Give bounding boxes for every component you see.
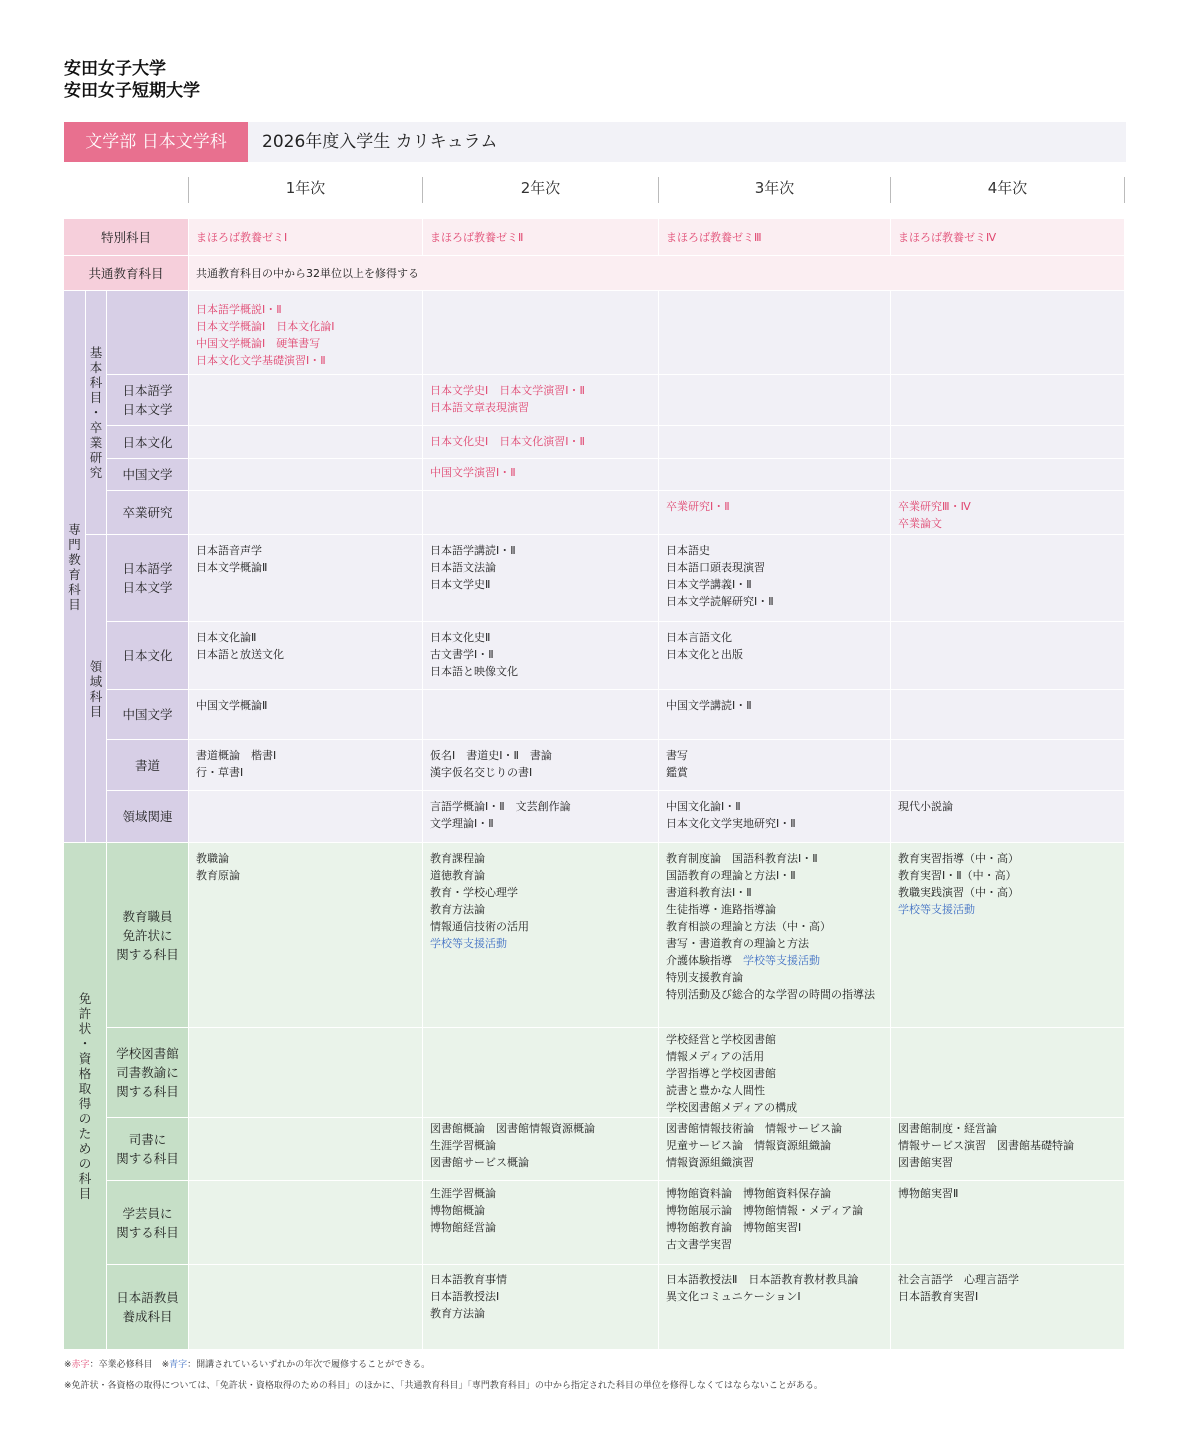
basic-row1-y1 [189, 375, 422, 425]
basic-row3-y2: 中国文学演習Ⅰ・Ⅱ [423, 459, 658, 490]
librarian-y1 [189, 1118, 422, 1180]
title-bar [64, 122, 1126, 162]
area-row2-y3: 日本言語文化 日本文化と出版 [659, 622, 890, 689]
area-row3-y2 [423, 690, 658, 739]
common-education-text: 共通教育科目の中から32単位以上を修得する [189, 256, 1124, 290]
teacher-license-y4-list: 教育実習指導（中・高） 教育実習Ⅰ・Ⅱ（中・高） 教職実践演習（中・高） [898, 852, 1019, 899]
license-group-label [64, 843, 106, 1349]
basic-row0-y4 [891, 291, 1124, 374]
area-row3-label: 中国文学 [107, 690, 188, 739]
librarian-y4: 図書館制度・経営論 情報サービス演習 図書館基礎特論 図書館実習 [891, 1118, 1124, 1180]
area-row1-y2: 日本語学講読Ⅰ・Ⅱ 日本語文法論 日本文学史Ⅱ [423, 535, 658, 621]
area-row4-y3: 書写 鑑賞 [659, 740, 890, 790]
special-y2: まほろば教養ゼミⅡ [423, 219, 658, 255]
curator-y2: 生涯学習概論 博物館概論 博物館経営論 [423, 1181, 658, 1264]
school-library-label: 学校図書館 司書教諭に 関する科目 [107, 1028, 188, 1117]
school-library-y3: 学校経営と学校図書館 情報メディアの活用 学習指導と学校図書館 読書と豊かな人間性 学校図書館メディアの構成 [659, 1028, 890, 1117]
teacher-license-y4-elective: 学校等支援活動 [898, 903, 975, 916]
area-row2-y2: 日本文化史Ⅱ 古文書学Ⅰ・Ⅱ 日本語と映像文化 [423, 622, 658, 689]
year-header-4: 4年次 [987, 179, 1028, 197]
special-subjects-label: 特別科目 [64, 219, 188, 255]
curator-y1 [189, 1181, 422, 1264]
university-name-1: 安田女子大学 [64, 59, 166, 79]
year-header-2: 2年次 [520, 179, 561, 197]
footnote-1 [64, 1357, 430, 1370]
teacher-license-y3 [659, 843, 890, 1027]
basic-row4-y2 [423, 491, 658, 534]
area-group-text: 領 域 科 目 [89, 658, 103, 719]
basic-row1-label: 日本語学 日本文学 [107, 375, 188, 425]
page-title: 2026年度入学生 カリキュラム [262, 132, 498, 152]
footnote-1-mark: ※ [64, 1360, 72, 1370]
special-y4: まほろば教養ゼミⅣ [891, 219, 1124, 255]
specialized-group-text: 専 門 教 育 科 目 [68, 521, 81, 612]
basic-row0-y2 [423, 291, 658, 374]
librarian-y3: 図書館情報技術論 情報サービス論 児童サービス論 情報資源組織論 情報資源組織演習 [659, 1118, 890, 1180]
area-row4-y2: 仮名Ⅰ 書道史Ⅰ・Ⅱ 書論 漢字仮名交じりの書Ⅰ [423, 740, 658, 790]
curator-y3: 博物館資料論 博物館資料保存論 博物館展示論 博物館情報・メディア論 博物館教育論 博物館実習Ⅰ 古文書学実習 [659, 1181, 890, 1264]
basic-row3-y1 [189, 459, 422, 490]
area-row5-y1 [189, 791, 422, 842]
footnote-1-red: 赤字 [71, 1360, 90, 1370]
year-header-3: 3年次 [754, 179, 795, 197]
teacher-license-y2-elective: 学校等支援活動 [430, 937, 507, 950]
teacher-license-y1: 教職論 教育原論 [189, 843, 422, 1027]
footnote-2: ※免許状・各資格の取得については、「免許状・資格取得のための科目」のほかに、「共通教育科目」「専門教育科目」の中から指定された科目の単位を修得しなくてはならないことがある。 [64, 1381, 823, 1391]
basic-row2-y3 [659, 426, 890, 458]
basic-row0-label [107, 291, 188, 374]
special-y1: まほろば教養ゼミⅠ [189, 219, 422, 255]
basic-row0-y1: 日本語学概説Ⅰ・Ⅱ 日本文学概論Ⅰ 日本文化論Ⅰ 中国文学概論Ⅰ 硬筆書写 日本文化文学基礎演習Ⅰ・Ⅱ [189, 291, 422, 374]
area-row2-y1: 日本文化論Ⅱ 日本語と放送文化 [189, 622, 422, 689]
basic-group-text: 基 本 科 目 ・ 卒 業 研 究 [89, 345, 103, 480]
area-row1-y4 [891, 535, 1124, 621]
basic-row1-y2: 日本文学史Ⅰ 日本文学演習Ⅰ・Ⅱ 日本語文章表現演習 [423, 375, 658, 425]
teacher-license-y2 [423, 843, 658, 1027]
curator-y4: 博物館実習Ⅱ [891, 1181, 1124, 1264]
area-row4-y4 [891, 740, 1124, 790]
school-library-y1 [189, 1028, 422, 1117]
basic-row1-y3 [659, 375, 890, 425]
basic-row2-label: 日本文化 [107, 426, 188, 458]
basic-row2-y1 [189, 426, 422, 458]
area-row5-y2: 言語学概論Ⅰ・Ⅱ 文芸創作論 文学理論Ⅰ・Ⅱ [423, 791, 658, 842]
university-names [64, 58, 200, 102]
area-row1-y1: 日本語音声学 日本文学概論Ⅱ [189, 535, 422, 621]
basic-row3-y3 [659, 459, 890, 490]
japanese-teacher-y3: 日本語教授法Ⅱ 日本語教育教材教具論 異文化コミュニケーションⅠ [659, 1265, 890, 1349]
license-group-text: 免 許 状 ・ 資 格 取 得 の た め の 科 目 [78, 991, 92, 1201]
area-row1-label: 日本語学 日本文学 [107, 535, 188, 621]
area-row5-label: 領域関連 [107, 791, 188, 842]
curator-label: 学芸員に 関する科目 [107, 1181, 188, 1264]
special-y3: まほろば教養ゼミⅢ [659, 219, 890, 255]
area-row4-y1: 書道概論 楷書Ⅰ 行・草書Ⅰ [189, 740, 422, 790]
footnote-1-mid: ：卒業必修科目 ※ [89, 1360, 170, 1370]
basic-row4-y4: 卒業研究Ⅲ・Ⅳ 卒業論文 [891, 491, 1124, 534]
area-row1-y3: 日本語史 日本語口頭表現演習 日本文学講義Ⅰ・Ⅱ 日本文学読解研究Ⅰ・Ⅱ [659, 535, 890, 621]
basic-row2-y2: 日本文化史Ⅰ 日本文化演習Ⅰ・Ⅱ [423, 426, 658, 458]
basic-row0-y3 [659, 291, 890, 374]
year-header-1: 1年次 [285, 179, 326, 197]
area-row3-y4 [891, 690, 1124, 739]
university-name-2: 安田女子短期大学 [64, 81, 200, 101]
teacher-license-y3-care: 介護体験指導 [666, 954, 743, 967]
footnote-1-blue: 青字 [169, 1360, 188, 1370]
japanese-teacher-y4: 社会言語学 心理言語学 日本語教育実習Ⅰ [891, 1265, 1124, 1349]
department-badge: 文学部 日本文学科 [64, 122, 248, 162]
teacher-license-y3-list-a: 教育制度論 国語科教育法Ⅰ・Ⅱ 国語教育の理論と方法Ⅰ・Ⅱ 書道科教育法Ⅰ・Ⅱ 生徒指導・進路指導論 教育相談の理論と方法（中・高） 書写・書道教育の理論と方法 [666, 852, 831, 950]
teacher-license-y2-list: 教育課程論 道徳教育論 教育・学校心理学 教育方法論 情報通信技術の活用 [430, 852, 529, 933]
librarian-label: 司書に 関する科目 [107, 1118, 188, 1180]
basic-row4-y3: 卒業研究Ⅰ・Ⅱ [659, 491, 890, 534]
area-row2-label: 日本文化 [107, 622, 188, 689]
basic-row4-label: 卒業研究 [107, 491, 188, 534]
basic-row2-y4 [891, 426, 1124, 458]
librarian-y2: 図書館概論 図書館情報資源概論 生涯学習概論 図書館サービス概論 [423, 1118, 658, 1180]
area-row5-y4: 現代小説論 [891, 791, 1124, 842]
school-library-y4 [891, 1028, 1124, 1117]
basic-row4-y1 [189, 491, 422, 534]
teacher-license-y3-elective: 学校等支援活動 [743, 954, 820, 967]
basic-group-label [86, 291, 106, 534]
area-row3-y3: 中国文学講読Ⅰ・Ⅱ [659, 690, 890, 739]
teacher-license-y4 [891, 843, 1124, 1027]
teacher-license-y3-list-c: 特別支援教育論 特別活動及び総合的な学習の時間の指導法 [666, 971, 875, 1001]
common-education-label: 共通教育科目 [64, 256, 188, 290]
japanese-teacher-y2: 日本語教育事情 日本語教授法Ⅰ 教育方法論 [423, 1265, 658, 1349]
area-row5-y3: 中国文化論Ⅰ・Ⅱ 日本文化文学実地研究Ⅰ・Ⅱ [659, 791, 890, 842]
year-divider [1124, 177, 1125, 203]
footnote-1-tail: ：開講されているいずれかの年次で履修することができる。 [187, 1360, 431, 1370]
area-group-label [86, 535, 106, 842]
school-library-y2 [423, 1028, 658, 1117]
basic-row3-label: 中国文学 [107, 459, 188, 490]
specialized-group-label [64, 291, 85, 842]
basic-row3-y4 [891, 459, 1124, 490]
japanese-teacher-y1 [189, 1265, 422, 1349]
area-row2-y4 [891, 622, 1124, 689]
area-row4-label: 書道 [107, 740, 188, 790]
area-row3-y1: 中国文学概論Ⅱ [189, 690, 422, 739]
teacher-license-y3-line [666, 952, 883, 969]
teacher-license-label: 教育職員 免許状に 関する科目 [107, 843, 188, 1027]
basic-row1-y4 [891, 375, 1124, 425]
japanese-teacher-label: 日本語教員 養成科目 [107, 1265, 188, 1349]
